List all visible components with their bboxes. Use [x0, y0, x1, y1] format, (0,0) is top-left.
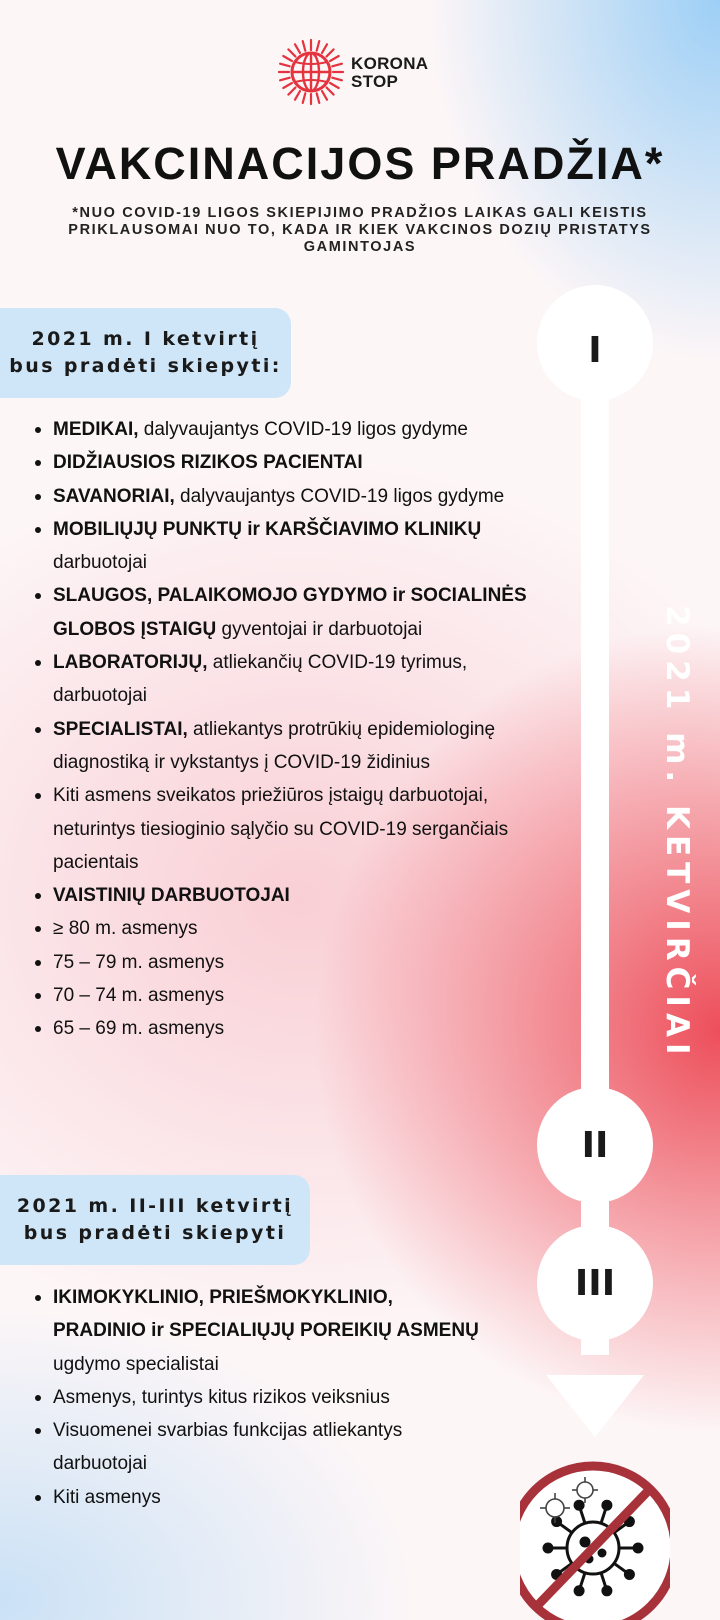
list-item-text: ugdymo specialistai — [53, 1353, 219, 1375]
timeline-marker-label-2: II — [581, 1125, 609, 1166]
list-item — [33, 713, 563, 780]
list-item-bold: DIDŽIAUSIOS RIZIKOS PACIENTAI — [53, 452, 363, 474]
list-item-bold: SAVANORIAI, — [53, 485, 175, 507]
list-item-bold: MOBILIŲJŲ PUNKTŲ ir KARŠČIAVIMO KLINIKŲ — [53, 518, 482, 540]
list-item-text: atliekantys protrūkių epidemiologinę diagnostiką ir vykstantys į COVID-19 židinius — [53, 718, 496, 773]
page-subtitle: *NUO COVID-19 LIGOS SKIEPIJIMO PRADŽIOS LAIKAS GALI KEISTIS PRIKLAUSOMAI NUO TO, KADA IR KIEK VAKCINOS DOZIŲ PRISTATYS GAMINTOJAS — [68, 205, 652, 255]
list-item-text: Asmenys, turintys kitus rizikos veiksnius — [53, 1386, 390, 1408]
timeline-arrow-icon — [546, 1375, 644, 1437]
list-item — [33, 779, 563, 879]
list-item-text: darbuotojai — [53, 552, 148, 574]
list-item-text: gyventojai ir darbuotojai — [216, 618, 423, 640]
no-virus-icon — [520, 1466, 670, 1620]
list-item — [33, 413, 563, 446]
list-item-bold: LABORATORIJŲ, — [53, 652, 208, 674]
timeline-vertical-label: 2021 m. KETVIRČIAI — [659, 605, 695, 1061]
logo-text-line1: KORONA — [351, 54, 429, 73]
page-title: VAKCINACIJOS PRADŽIA* — [55, 138, 665, 189]
list-item-text: 70 – 74 m. asmenys — [53, 985, 225, 1007]
quarter1-heading-line1: 2021 m. I ketvirtį — [31, 328, 260, 350]
timeline-marker-label-1: I — [588, 330, 602, 371]
list-item-text: dalyvaujantys COVID-19 ligos gydyme — [174, 485, 505, 507]
quarter1-list — [33, 413, 563, 1046]
list-item — [33, 1012, 563, 1045]
list-item-bold: VAISTINIŲ DARBUOTOJAI — [53, 885, 290, 907]
list-item — [33, 480, 563, 513]
list-item — [33, 912, 563, 945]
list-item-bold: SPECIALISTAI, — [53, 718, 188, 740]
list-item-bold: IKIMOKYKLINIO, PRIEŠMOKYKLINIO, PRADINIO ir SPECIALIŲJŲ POREIKIŲ ASMENŲ — [53, 1287, 479, 1342]
list-item — [33, 1481, 483, 1514]
list-item — [33, 1381, 483, 1414]
list-item — [33, 513, 563, 580]
quarter2-list — [33, 1281, 483, 1514]
list-item — [33, 1414, 483, 1481]
list-item-text: Kiti asmenys — [53, 1486, 161, 1508]
list-item-text: atliekančių COVID-19 tyrimus, darbuotojai — [53, 652, 468, 707]
quarter1-heading-box — [0, 308, 291, 398]
list-item — [33, 579, 563, 646]
list-item-text: dalyvaujantys COVID-19 ligos gydyme — [138, 419, 468, 440]
logo-text-line2: STOP — [351, 72, 399, 91]
list-item — [33, 946, 563, 979]
quarter1-heading-line2: bus pradėti skiepyti: — [9, 355, 282, 377]
list-item-text: Visuomenei svarbias funkcijas atliekantys darbuotojai — [53, 1420, 403, 1475]
list-item-bold: MEDIKAI, — [53, 419, 139, 440]
list-item-text: 75 – 79 m. asmenys — [53, 951, 225, 973]
globe-sun-icon — [279, 40, 343, 104]
list-item-text: 65 – 69 m. asmenys — [53, 1018, 225, 1040]
list-item — [33, 979, 563, 1012]
list-item — [33, 446, 563, 479]
list-item-text: Kiti asmens sveikatos priežiūros įstaigų darbuotojai, neturintys tiesioginio sąlyčio su COVID-19 sergančiais pacientais — [53, 785, 509, 873]
logo-text — [351, 55, 428, 91]
timeline-line — [581, 345, 609, 1355]
list-item-text: ≥ 80 m. asmenys — [53, 918, 198, 940]
quarter2-heading-line2: bus pradėti skiepyti — [23, 1222, 287, 1244]
list-item — [33, 879, 563, 912]
list-item-bold: SLAUGOS, PALAIKOMOJO GYDYMO ir SOCIALINĖS GLOBOS ĮSTAIGŲ — [53, 585, 527, 640]
list-item — [33, 1281, 483, 1381]
timeline-marker-label-3: III — [574, 1263, 616, 1304]
quarter2-heading-box — [0, 1175, 310, 1265]
quarter2-heading-line1: 2021 m. II-III ketvirtį — [16, 1195, 294, 1217]
list-item — [33, 646, 563, 713]
